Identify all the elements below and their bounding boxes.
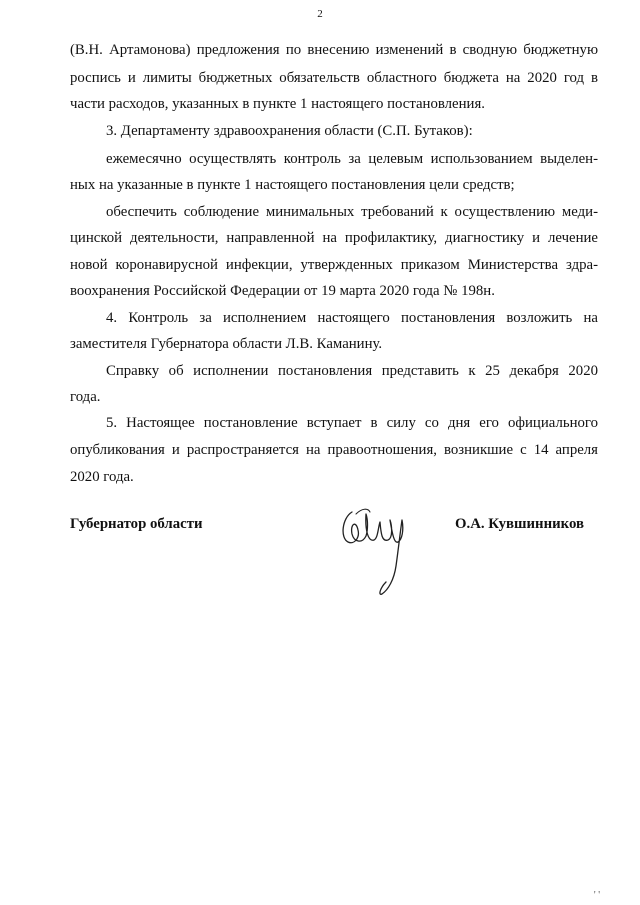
signatory-name: О.А. Кувшинников <box>455 516 584 532</box>
paragraph-line-4: 3. Департаменту здравоохранения области (С.П. Бутаков): <box>106 123 473 139</box>
paragraph-line-3: части расходов, указанных в пункте 1 настоящего постановления. <box>70 96 485 112</box>
paragraph-line-9: новой коронавирусной инфекции, утвержденных приказом Министерства здра- <box>70 257 598 273</box>
paragraph-line-12: заместителя Губернатора области Л.В. Каманину. <box>70 336 383 352</box>
paragraph-line-15: 5. Настоящее постановление вступает в силу со дня его официального <box>106 415 598 431</box>
paragraph-line-6: ных на указанные в пункте 1 настоящего постановления цели средств; <box>70 177 515 193</box>
paragraph-line-10: воохранения Российской Федерации от 19 марта 2020 года № 198н. <box>70 283 495 299</box>
paragraph-line-1: (В.Н. Артамонова) предложения по внесению изменений в сводную бюджетную <box>70 42 598 58</box>
paragraph-line-17: 2020 года. <box>70 469 134 485</box>
page-number: 2 <box>317 8 323 20</box>
corner-mark: ' ' <box>593 890 600 901</box>
paragraph-line-8: цинской деятельности, направленной на профилактику, диагностику и лечение <box>70 230 598 246</box>
paragraph-line-5: ежемесячно осуществлять контроль за целевым использованием выделен- <box>106 151 598 167</box>
paragraph-line-11: 4. Контроль за исполнением настоящего постановления возложить на <box>106 310 598 326</box>
signatory-title: Губернатор области <box>70 516 203 532</box>
handwritten-signature <box>338 500 418 600</box>
paragraph-line-7: обеспечить соблюдение минимальных требований к осуществлению меди- <box>106 204 598 220</box>
paragraph-line-2: роспись и лимиты бюджетных обязательств областного бюджета на 2020 год в <box>70 70 598 86</box>
paragraph-line-16: опубликования и распространяется на правоотношения, возникшие с 14 апреля <box>70 442 598 458</box>
paragraph-line-13: Справку об исполнении постановления представить к 25 декабря 2020 <box>106 363 598 379</box>
paragraph-line-14: года. <box>70 389 101 405</box>
